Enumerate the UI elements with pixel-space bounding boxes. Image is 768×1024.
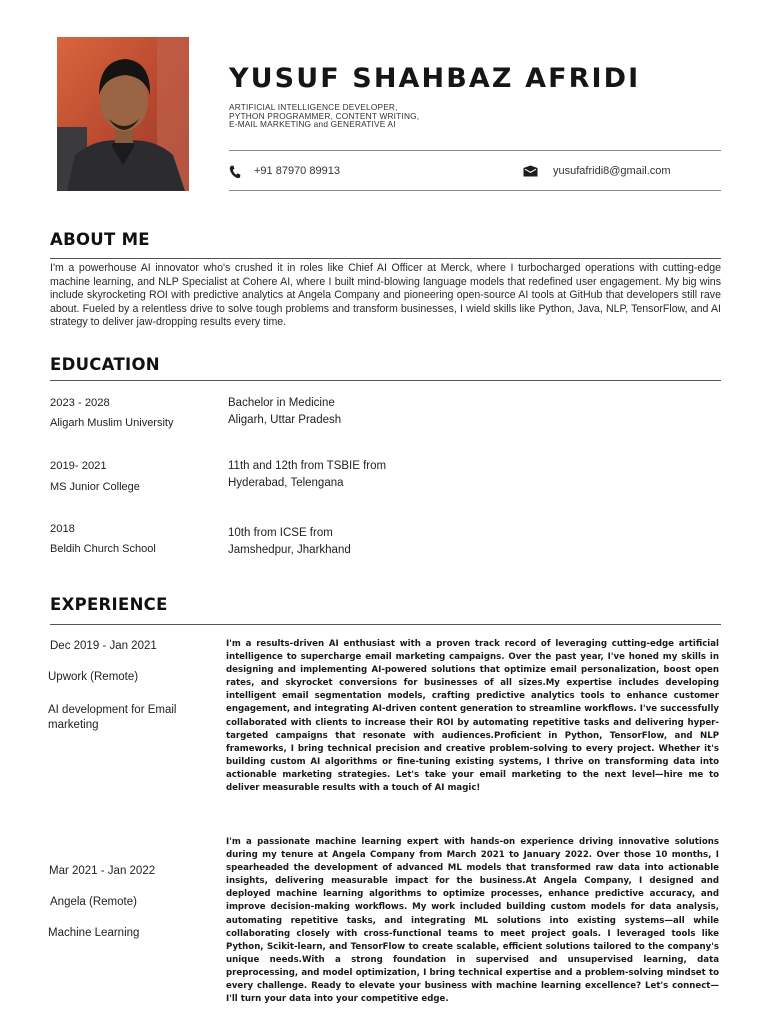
education-place: Jamshedpur, Jharkhand	[228, 544, 351, 556]
role-line: PYTHON PROGRAMMER, CONTENT WRITING,	[229, 110, 420, 121]
experience-description: I'm a results-driven AI enthusiast with a proven track record of leveraging cutting-edge artificial intelligence to supercharge email marketing campaigns. Over the past year, I've honed my skills in designing and implementing AI-powered solutions that optimize email personalization, boost open rates, and skyrocket conversions for businesses of all sizes.My expertise includes developing intelligent email segmentation models, crafting predictive analytics tools to enhance customer engagement, and integrating AI-driven content generation to streamline workflows. I've successfully collaborated with clients to increase their ROI by automating repetitive tasks and delivering hyper-targeted campaigns that resonate with audiences.Proficient in Python, TensorFlow, and NLP frameworks, I bring technical precision and creative problem-solving to every project. Whether it's building custom AI algorithms or fine-tuning existing systems, I thrive on transforming data into actionable marketing strategies. Let's take your email marketing to the next level—hire me to deliver measurable results with a touch of AI magic!	[226, 639, 719, 794]
experience-heading: EXPERIENCE	[50, 595, 168, 614]
experience-company: Upwork (Remote)	[48, 671, 139, 683]
experience-dates: Dec 2019 - Jan 2021	[50, 640, 157, 652]
about-divider	[50, 258, 721, 259]
education-school: Beldih Church School	[50, 543, 156, 555]
role-line: E-MAIL MARKETING and GENERATIVE AI	[229, 119, 396, 130]
education-school: Aligarh Muslim University	[50, 417, 174, 429]
education-degree: 10th from ICSE from	[228, 527, 333, 539]
about-heading: ABOUT ME	[50, 230, 150, 249]
education-degree: 11th and 12th from TSBIE from	[228, 460, 387, 472]
envelope-icon	[523, 164, 538, 182]
education-years: 2023 - 2028	[50, 397, 110, 409]
candidate-roles	[229, 103, 419, 129]
profile-photo	[57, 37, 189, 191]
education-school: MS Junior College	[50, 481, 140, 493]
education-divider	[50, 380, 721, 381]
education-years: 2019- 2021	[50, 460, 107, 472]
education-degree: Bachelor in Medicine	[228, 397, 335, 409]
education-place: Hyderabad, Telengana	[228, 477, 344, 489]
experience-dates: Mar 2021 - Jan 2022	[49, 865, 156, 877]
experience-role: AI development for Email marketing	[48, 704, 177, 731]
role-line: ARTIFICIAL INTELLIGENCE DEVELOPER,	[229, 102, 398, 112]
header-divider-bottom	[229, 190, 721, 191]
education-place: Aligarh, Uttar Pradesh	[228, 414, 342, 426]
header-divider-top	[229, 150, 721, 151]
education-heading: EDUCATION	[50, 355, 160, 374]
experience-description: I'm a passionate machine learning expert with hands-on experience driving innovative solutions during my tenure at Angela Company from March 2021 to January 2022. Over those 10 months, I spearheaded the development of advanced ML models that transformed raw data into actionable insights, delivering measurable impact for the business.At Angela Company, I designed and deployed machine learning algorithms to optimize processes, enhance predictive accuracy, and improve decision-making workflows. My work included building custom models for data analysis, automating repetitive tasks, and integrating ML solutions into existing systems—all while collaborating closely with cross-functional teams to meet project goals. I leveraged tools like Python, Scikit-learn, and TensorFlow to create scalable, efficient solutions tailored to the company's unique needs.With a strong foundation in supervised and unsupervised learning, data preprocessing, and model optimization, I bring technical expertise and a problem-solving mindset to every challenge. Ready to elevate your business with machine learning excellence? Let's connect—I'll turn your data into your competitive edge.	[226, 837, 719, 1005]
email-address: yusufafridi8@gmail.com	[553, 165, 671, 177]
candidate-name: YUSUF SHAHBAZ AFRIDI	[229, 63, 641, 94]
about-text: I'm a powerhouse AI innovator who's crushed it in roles like Chief AI Officer at Merck, where I turbocharged operations with cutting-edge machine learning, and NLP Specialist at Cohere AI, where I built mind-blowing language models that redefined user engagement. My big wins include skyrocketing ROI with predictive analytics at Angela Company and pioneering open-source AI tools at GitHub that developers still rave about. Fueled by a relentless drive to solve tough problems and transform businesses, I wield skills like Python, Java, NLP, TensorFlow, and AI strategy to deliver jaw-dropping results every time.	[50, 262, 721, 329]
experience-company: Angela (Remote)	[50, 896, 137, 908]
profile-photo-illustration	[57, 37, 189, 191]
education-years: 2018	[50, 523, 75, 535]
experience-divider	[50, 624, 721, 625]
experience-role: Machine Learning	[48, 927, 140, 939]
phone-number: +91 87970 89913	[254, 165, 340, 177]
phone-icon	[229, 165, 241, 184]
